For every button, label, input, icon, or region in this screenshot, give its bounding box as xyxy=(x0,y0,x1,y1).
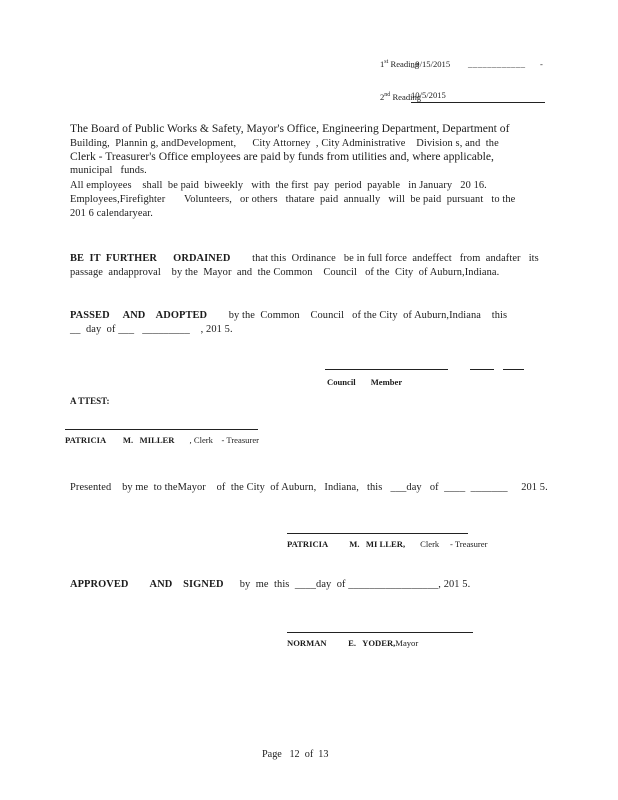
body-line: passage andapproval by the Mayor and the Common Council of the City of Auburn,Indiana. xyxy=(70,267,500,278)
approved-bold: APPROVED AND SIGNED xyxy=(70,579,224,590)
passed-clause-line: PASSED AND ADOPTED by the Common Council of the City of Auburn,Indiana this xyxy=(70,310,508,321)
approved-line: APPROVED AND SIGNED by me this ____day of _________________, 201 5. xyxy=(70,579,471,590)
page-footer: Page 12 of 13 xyxy=(262,749,329,760)
first-reading-blank: ____________ xyxy=(468,59,526,69)
body-line: The Board of Public Works & Safety, Mayor's Office, Engineering Department, Department of xyxy=(70,122,510,135)
first-reading-date: _9/15/2015 xyxy=(411,59,451,69)
second-reading-row xyxy=(380,92,545,103)
body-line: 201 6 calendaryear. xyxy=(70,208,153,219)
second-reading-label: 2nd Reading xyxy=(380,92,422,102)
attest-label: A TTEST: xyxy=(70,396,110,406)
ordained-clause-bold: BE IT FURTHER ORDAINED xyxy=(70,253,231,264)
council-signature-line xyxy=(325,369,448,370)
first-reading-dash: - xyxy=(540,59,543,69)
clerk-name: PATRICIA M. MILLER xyxy=(65,435,175,445)
date-blank-line xyxy=(503,369,524,370)
presented-line: Presented by me to theMayor of the City of Auburn, Indiana, this ___day of ____ _______ 201 5. xyxy=(70,482,548,493)
body-line: All employees shall be paid biweekly with the first pay period payable in January 20 16. xyxy=(70,180,487,191)
reading-block xyxy=(380,37,545,125)
clerk-signature-line xyxy=(287,533,468,534)
second-reading-superscript: nd xyxy=(384,92,391,99)
body-line: Employees,Firefighter Volunteers, or others thatare paid annually will be paid pursuant to the xyxy=(70,194,516,205)
clerk-signature-line xyxy=(65,429,258,430)
mayor-signature-line xyxy=(287,632,473,633)
first-reading-label: 1st Reading xyxy=(380,59,420,69)
body-line: Building, Plannin g, andDevelopment, City Attorney , City Administrative Division s, and the xyxy=(70,138,499,149)
body-line: __ day of ___ _________ , 201 5. xyxy=(70,324,233,335)
body-line: municipal funds. xyxy=(70,165,147,176)
body-line: Clerk - Treasurer's Office employees are paid by funds from utilities and, where applicable, xyxy=(70,150,494,163)
first-reading-superscript: st xyxy=(384,59,389,66)
first-reading-row xyxy=(380,59,545,70)
clerk-signature-caption: PATRICIA M. MI LLER, Clerk - Treasurer xyxy=(287,539,488,549)
clerk-name: PATRICIA M. MI LLER, xyxy=(287,539,406,549)
mayor-signature-caption: NORMAN E. YODER,Mayor xyxy=(287,638,419,648)
passed-clause-bold: PASSED AND ADOPTED xyxy=(70,310,208,321)
clerk-signature-caption: PATRICIA M. MILLER , Clerk - Treasurer xyxy=(65,435,259,445)
council-member-label: Council Member xyxy=(327,377,403,387)
second-reading-date: 10/5/2015 xyxy=(411,90,545,103)
mayor-name: NORMAN E. YODER, xyxy=(287,638,396,648)
date-blank-line xyxy=(470,369,494,370)
ordained-clause-line: BE IT FURTHER ORDAINED that this Ordinance be in full force andeffect from andafter its xyxy=(70,253,539,264)
